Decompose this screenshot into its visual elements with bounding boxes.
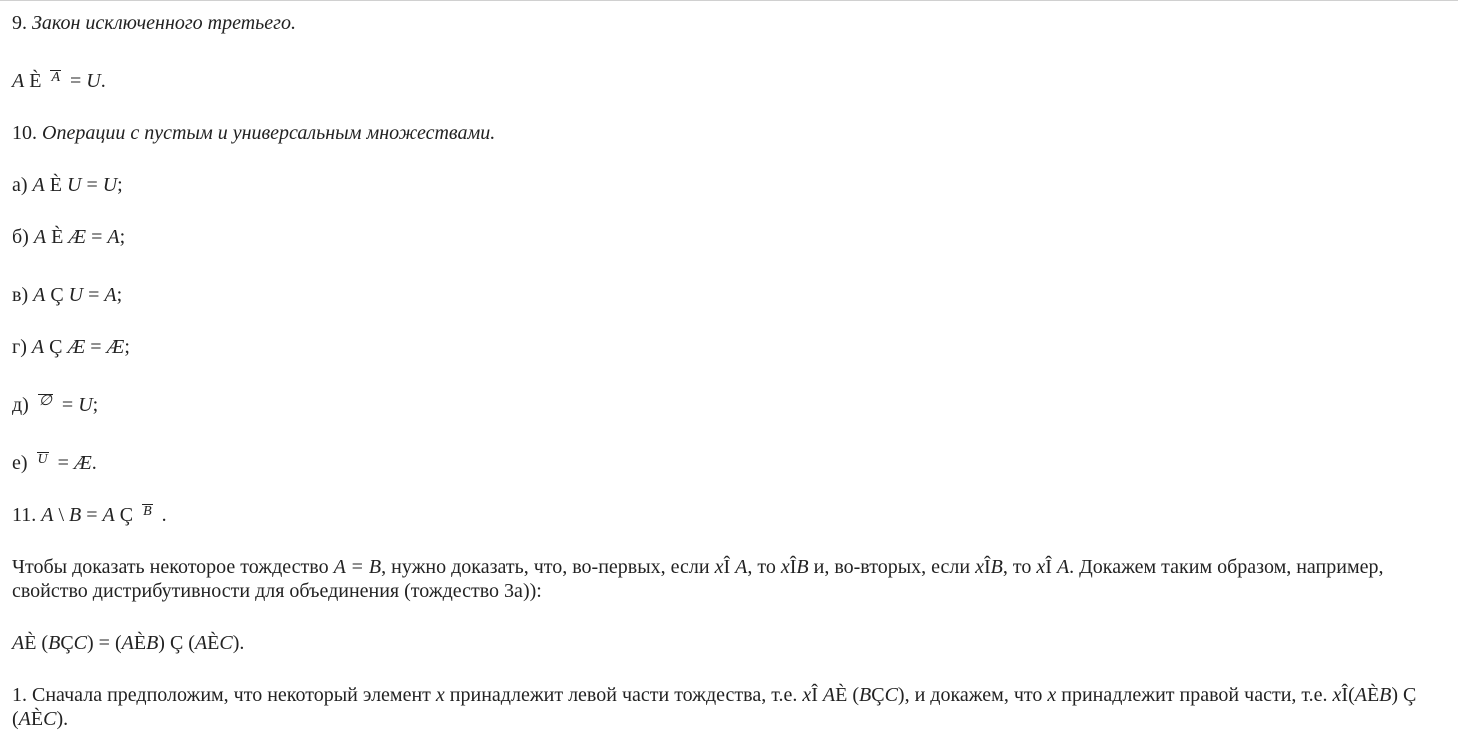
item-label: б) bbox=[12, 226, 34, 248]
op: È bbox=[133, 632, 147, 654]
punct: ). bbox=[232, 632, 245, 654]
var: A bbox=[41, 504, 54, 526]
op: ) = ( bbox=[87, 632, 122, 654]
var: U bbox=[78, 394, 93, 416]
var: C bbox=[43, 708, 57, 730]
var: C bbox=[219, 632, 233, 654]
text: , то bbox=[747, 556, 781, 578]
var: A bbox=[33, 284, 46, 306]
var: A bbox=[104, 284, 117, 306]
var: A bbox=[735, 556, 748, 578]
equals: = bbox=[81, 174, 103, 196]
var: A bbox=[31, 336, 45, 358]
equals: = bbox=[56, 394, 79, 416]
punct: . bbox=[156, 504, 167, 526]
text: , нужно доказать, что, во-первых, если bbox=[381, 556, 715, 578]
section-number: 9. bbox=[12, 12, 32, 34]
var: U bbox=[68, 284, 84, 306]
text: принадлежит правой части, т.е. bbox=[1056, 684, 1333, 706]
equals: = bbox=[81, 504, 103, 526]
var: U bbox=[66, 174, 82, 196]
identity-g bbox=[12, 335, 1452, 359]
var: A bbox=[1354, 684, 1367, 706]
var: B bbox=[146, 632, 159, 654]
complement-a-image: A bbox=[51, 70, 60, 85]
item-label: е) bbox=[12, 452, 33, 474]
op: È bbox=[46, 226, 69, 248]
var: A bbox=[12, 632, 25, 654]
formula-9 bbox=[12, 69, 1452, 93]
var: A bbox=[1056, 556, 1070, 578]
op: È ( bbox=[835, 684, 860, 706]
var: B bbox=[69, 504, 82, 526]
text: ), и докажем, что bbox=[897, 684, 1048, 706]
var: B bbox=[48, 632, 61, 654]
equals: = bbox=[83, 284, 105, 306]
identity-v bbox=[12, 283, 1452, 307]
var-u: U bbox=[86, 70, 101, 92]
var: B bbox=[990, 556, 1003, 578]
text: . Докажем таким образом, например, свойство дистрибутивности для объединения (тождество 3а)): bbox=[12, 556, 1384, 602]
var: A bbox=[102, 504, 115, 526]
op: Ç bbox=[60, 632, 74, 654]
item-label: а) bbox=[12, 174, 33, 196]
op: ) Ç ( bbox=[12, 684, 1417, 730]
op: È bbox=[30, 708, 44, 730]
empty-set: Æ bbox=[68, 226, 87, 248]
difference-symbol: \ bbox=[53, 504, 70, 526]
equals: = bbox=[86, 226, 108, 248]
op: È bbox=[207, 632, 220, 654]
complement-empty-set-image: ∅ bbox=[38, 393, 52, 409]
in-symbol: Î bbox=[789, 556, 797, 578]
in-symbol: Î bbox=[1045, 556, 1057, 578]
proof-step-1-paragraph bbox=[12, 683, 1452, 731]
var: B bbox=[1379, 684, 1392, 706]
var: A bbox=[822, 684, 836, 706]
var: C bbox=[73, 632, 88, 654]
section-9-heading bbox=[12, 11, 1452, 35]
op: Ç bbox=[45, 284, 69, 306]
text: и, во-вторых, если bbox=[808, 556, 976, 578]
var: B bbox=[859, 684, 872, 706]
var: x bbox=[780, 556, 790, 578]
identity-b bbox=[12, 225, 1452, 249]
var-a: A bbox=[12, 70, 25, 92]
identity-a bbox=[12, 173, 1452, 197]
text: Чтобы доказать некоторое тождество bbox=[12, 556, 334, 578]
var: U bbox=[102, 174, 118, 196]
punct: ; bbox=[92, 394, 99, 416]
section-title: Закон исключенного третьего. bbox=[32, 12, 296, 34]
var: x bbox=[802, 684, 812, 706]
var: C bbox=[884, 684, 898, 706]
section-number: 11. bbox=[12, 504, 42, 526]
punct: ). bbox=[56, 708, 69, 730]
equals: = bbox=[52, 452, 74, 474]
section-11 bbox=[12, 503, 1452, 527]
var: A bbox=[18, 708, 31, 730]
document-body bbox=[0, 1, 1452, 731]
op: Ç bbox=[114, 504, 139, 526]
section-10-heading bbox=[12, 121, 1452, 145]
distributivity-formula bbox=[12, 631, 1452, 655]
in-symbol: Î bbox=[984, 556, 991, 578]
op: Ç bbox=[871, 684, 885, 706]
op: Ç bbox=[44, 336, 68, 358]
in-symbol: Î bbox=[811, 684, 823, 706]
item-label: д) bbox=[12, 394, 34, 416]
empty-set: Æ bbox=[106, 336, 125, 358]
empty-set: Æ bbox=[67, 336, 86, 358]
identity-d bbox=[12, 393, 1452, 417]
punct: ; bbox=[124, 336, 130, 358]
union-symbol: È bbox=[24, 70, 47, 92]
var: A bbox=[33, 226, 47, 248]
punct: . bbox=[91, 452, 97, 474]
op: È bbox=[44, 174, 67, 196]
var: x bbox=[1332, 684, 1342, 706]
var: A bbox=[32, 174, 45, 196]
punct: ; bbox=[119, 226, 126, 248]
complement-u-image: U bbox=[37, 452, 48, 467]
var: A bbox=[107, 226, 120, 248]
var: x bbox=[435, 684, 445, 706]
text: 1. Сначала предположим, что некоторый элемент bbox=[12, 684, 436, 706]
text: , то bbox=[1002, 556, 1037, 578]
complement-b-image: B bbox=[143, 504, 152, 519]
var: x bbox=[1047, 684, 1057, 706]
op: È ( bbox=[24, 632, 49, 654]
proof-intro-paragraph bbox=[12, 555, 1452, 603]
punct: ; bbox=[117, 174, 123, 196]
var: A bbox=[194, 632, 208, 654]
math: A = B bbox=[333, 556, 382, 578]
var: B bbox=[796, 556, 809, 578]
identity-e bbox=[12, 451, 1452, 475]
item-label: в) bbox=[12, 284, 34, 306]
text: принадлежит левой части тождества, т.е. bbox=[444, 684, 803, 706]
period: . bbox=[100, 70, 106, 92]
item-label: г) bbox=[12, 336, 32, 358]
punct: ; bbox=[116, 284, 123, 306]
section-number: 10. bbox=[12, 122, 42, 144]
equals: = bbox=[65, 70, 87, 92]
op: ) Ç ( bbox=[158, 632, 195, 654]
op: È bbox=[1366, 684, 1380, 706]
in-symbol: Î( bbox=[1341, 684, 1355, 706]
in-symbol: Î bbox=[723, 556, 736, 578]
var: x bbox=[1036, 556, 1046, 578]
var: x bbox=[714, 556, 724, 578]
equals: = bbox=[85, 336, 107, 358]
var: x bbox=[975, 556, 984, 578]
empty-set: Æ bbox=[73, 452, 92, 474]
var: A bbox=[121, 632, 134, 654]
section-title: Операции с пустым и универсальным множествами. bbox=[42, 122, 496, 144]
